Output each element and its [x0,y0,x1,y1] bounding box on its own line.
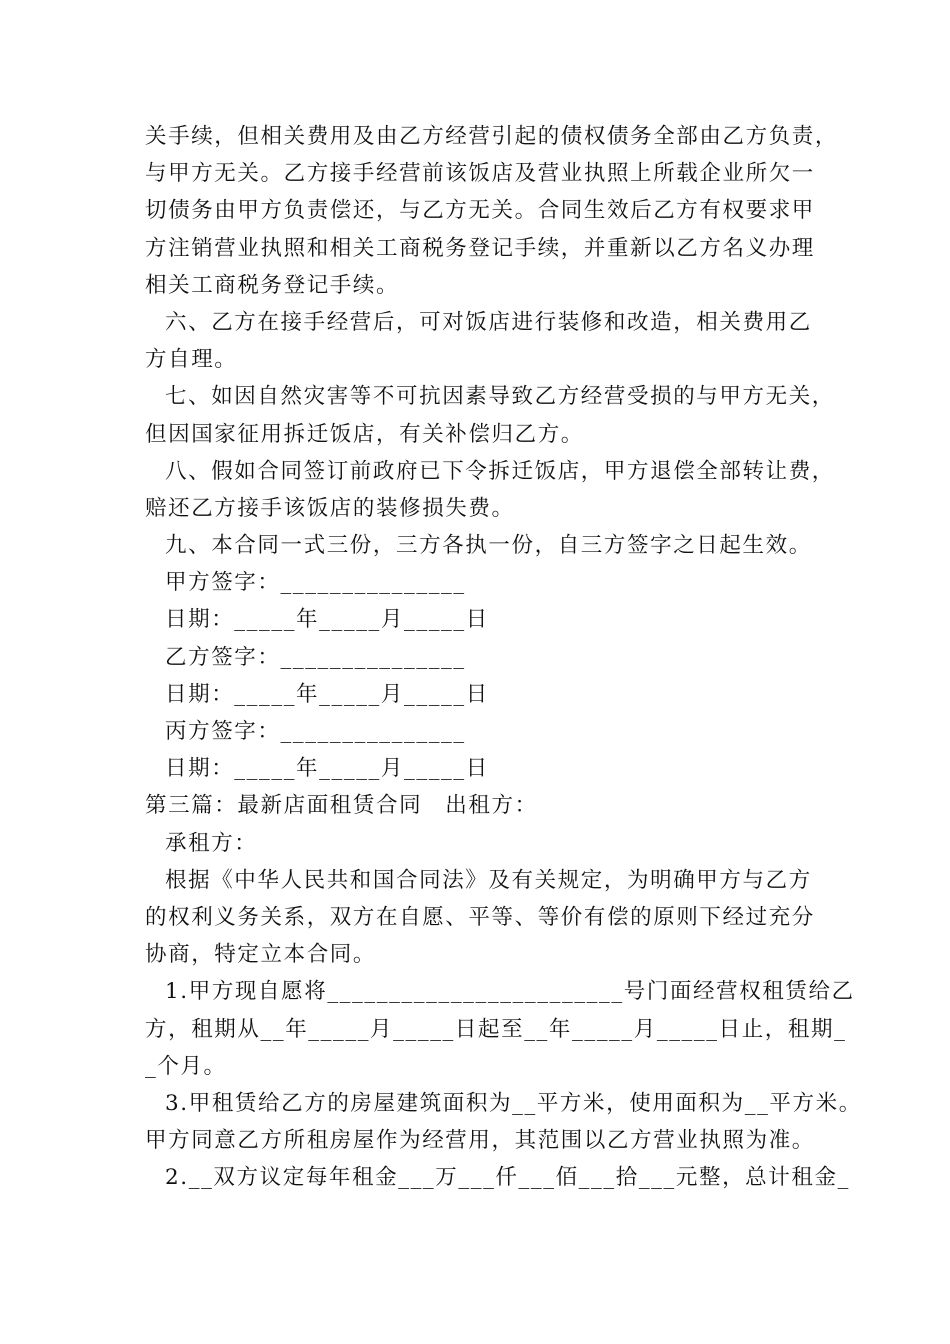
text-line: 赔还乙方接手该饭店的装修损失费。 [145,495,515,521]
text-line: 日期：_____年_____月_____日 [165,756,489,782]
text-line: 2.__双方议定每年租金___万___仟___佰___拾___元整，总计租金_ [165,1165,850,1191]
text-line: 八、假如合同签订前政府已下令拆迁饭店，甲方退偿全部转让费， [165,458,835,484]
text-line: 但因国家征用拆迁饭店，有关补偿归乙方。 [145,421,584,447]
text-line: 日期：_____年_____月_____日 [165,607,489,633]
text-line: 日期：_____年_____月_____日 [165,681,489,707]
text-line: 九、本合同一式三份，三方各执一份，自三方签字之日起生效。 [165,533,812,559]
text-line: _个月。 [145,1053,227,1079]
text-line: 丙方签字：_______________ [165,719,466,744]
text-line: 根据《中华人民共和国合同法》及有关规定，为明确甲方与乙方 [165,867,812,893]
text-line: 切债务由甲方负责偿还，与乙方无关。合同生效后乙方有权要求甲 [145,198,815,224]
document-body [145,118,862,1196]
text-line: 方注销营业执照和相关工商税务登记手续，并重新以乙方名义办理 [145,235,815,261]
text-line: 第三篇：最新店面租赁合同 出租方： [145,793,538,819]
text-line: 的权利义务关系，双方在自愿、平等、等价有偿的原则下经过充分 [145,904,815,930]
text-line: 甲方同意乙方所租房屋作为经营用，其范围以乙方营业执照为准。 [145,1128,815,1154]
text-line: 关手续，但相关费用及由乙方经营引起的债权债务全部由乙方负责， [145,124,839,149]
text-line: 1.甲方现自愿将________________________号门面经营权租赁给乙 [165,979,855,1005]
text-line: 方，租期从__年_____月_____日起至__年_____月_____日止，租期_ [145,1016,847,1042]
text-line: 承租方： [165,830,258,856]
text-line: 甲方签字：_______________ [165,570,466,596]
text-line: 七、如因自然灾害等不可抗因素导致乙方经营受损的与甲方无关， [165,384,835,410]
text-line: 3.甲租赁给乙方的房屋建筑面积为__平方米，使用面积为__平方米。 [165,1090,862,1116]
text-line: 与甲方无关。乙方接手经营前该饭店及营业执照上所载企业所欠一 [145,161,815,187]
text-line: 方自理。 [145,347,238,373]
text-line: 六、乙方在接手经营后，可对饭店进行装修和改造，相关费用乙 [165,309,812,335]
text-line: 协商，特定立本合同。 [145,942,377,968]
text-line: 相关工商税务登记手续。 [145,272,400,298]
text-line: 乙方签字：_______________ [165,644,466,670]
